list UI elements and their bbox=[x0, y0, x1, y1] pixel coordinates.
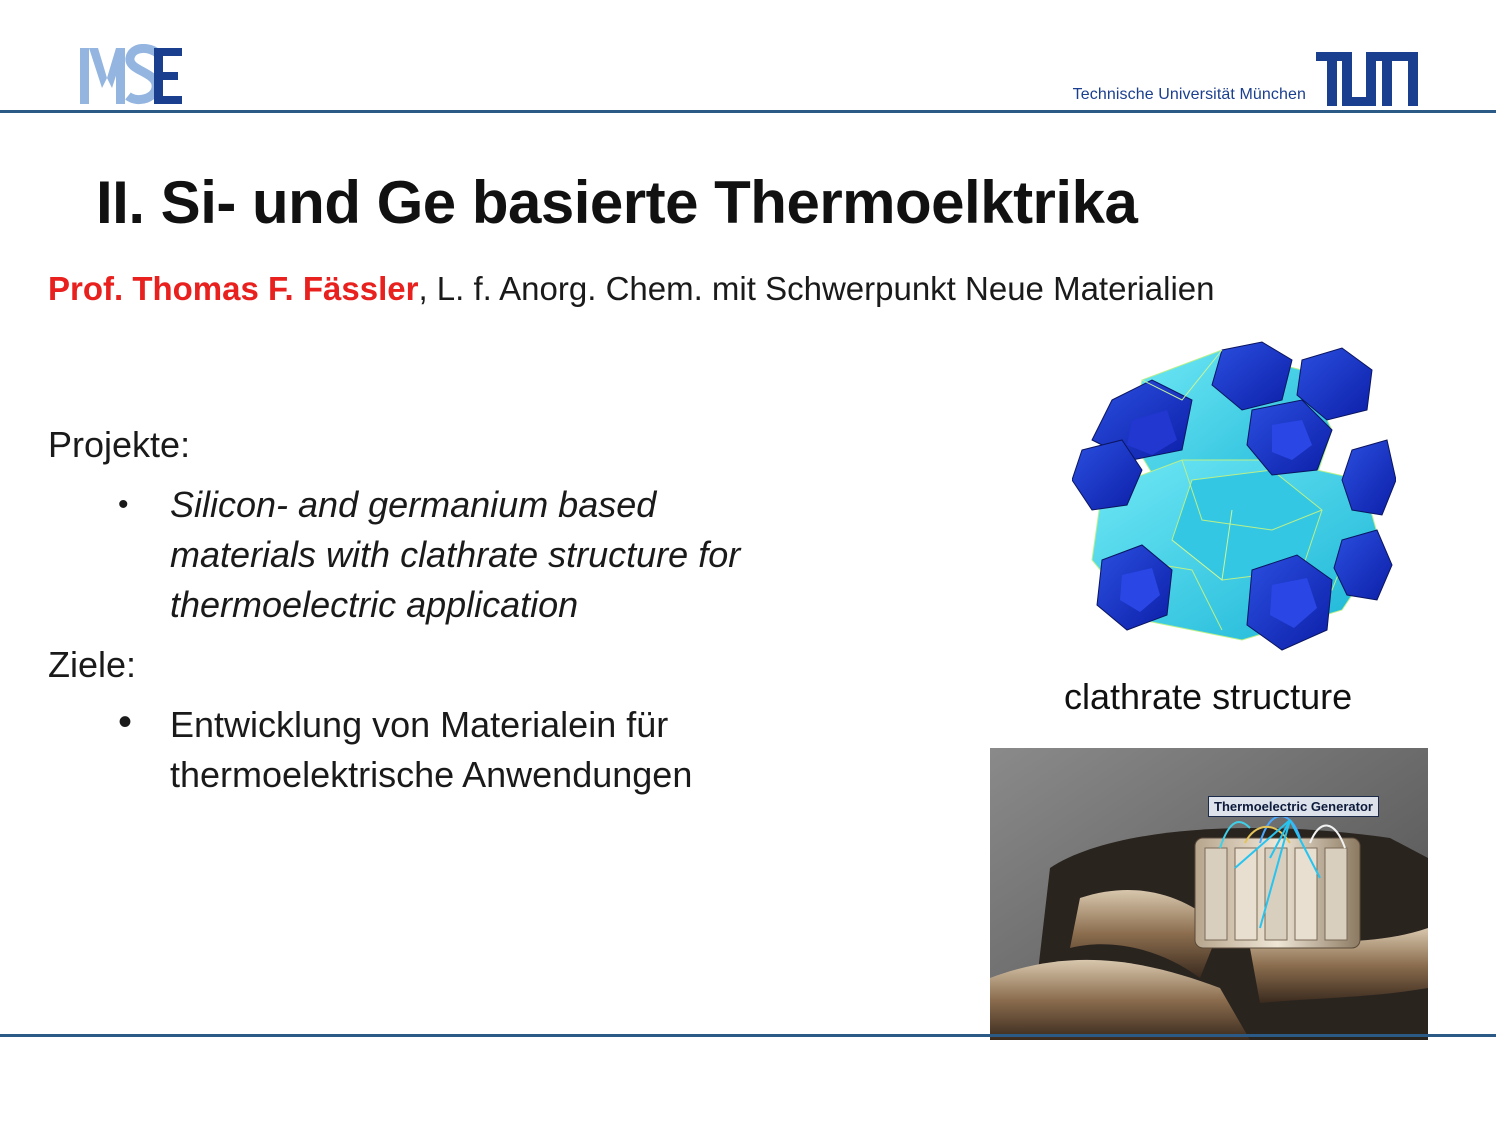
bullet-icon: • bbox=[118, 700, 133, 744]
header-divider bbox=[0, 110, 1496, 113]
project-bullet bbox=[170, 480, 740, 630]
author-affiliation: L. f. Anorg. Chem. mit Schwerpunkt Neue Materialien bbox=[436, 270, 1215, 307]
project-line: materials with clathrate structure for bbox=[170, 534, 741, 575]
institution-name: Technische Universität München bbox=[1072, 86, 1306, 103]
goal-line: thermoelektrische Anwendungen bbox=[170, 754, 693, 795]
tum-logo bbox=[1316, 52, 1418, 106]
project-line: Silicon- and germanium based bbox=[170, 484, 657, 525]
goal-line: Entwicklung von Materialein für bbox=[170, 704, 669, 745]
clathrate-caption: clathrate structure bbox=[1064, 676, 1353, 717]
footer-divider bbox=[0, 1034, 1496, 1037]
author-line: Prof. Thomas F. Fässler, L. f. Anorg. Chem. mit Schwerpunkt Neue Materialien bbox=[48, 270, 1215, 307]
projects-label: Projekte: bbox=[48, 424, 191, 465]
author-name: Prof. Thomas F. Fässler bbox=[48, 270, 419, 307]
goal-bullet bbox=[170, 700, 692, 800]
slide-title: II. Si- und Ge basierte Thermoelktrika bbox=[96, 169, 1138, 236]
photo-annotation-label: Thermoelectric Generator bbox=[1208, 796, 1379, 817]
project-line: thermoelectric application bbox=[170, 584, 579, 625]
bullet-icon: • bbox=[118, 488, 129, 521]
mse-logo bbox=[80, 44, 182, 106]
thermoelectric-generator-photo bbox=[990, 748, 1428, 1040]
generator-photo-illustration bbox=[990, 748, 1428, 1040]
goals-label: Ziele: bbox=[48, 644, 137, 685]
clathrate-polyhedra-icon bbox=[1072, 340, 1396, 660]
